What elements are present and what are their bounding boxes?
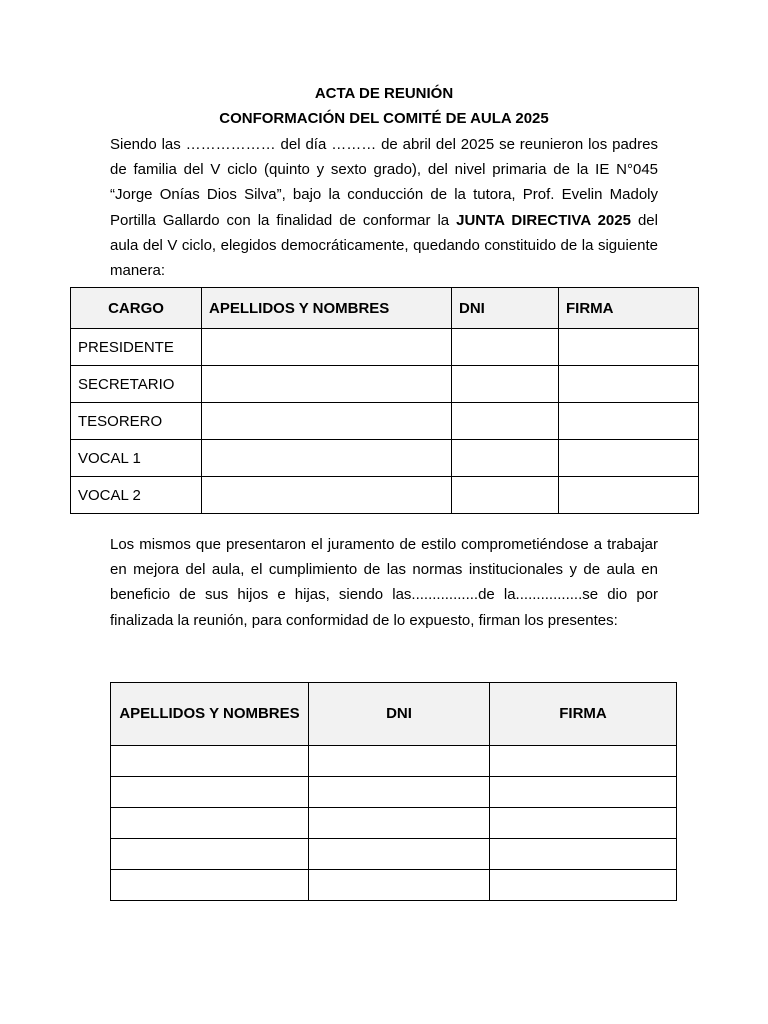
dni-field[interactable] — [452, 329, 559, 366]
table-row — [111, 746, 677, 777]
header-cargo: CARGO — [71, 288, 202, 329]
dni-field[interactable] — [452, 366, 559, 403]
page-title: ACTA DE REUNIÓN — [314, 85, 454, 102]
members-table-header-row — [71, 288, 699, 329]
signature-field[interactable] — [490, 839, 677, 870]
intro-text-end: del aula del V ciclo, elegidos democráticamente, quedando constituido de la siguiente manera: — [110, 211, 658, 280]
name-field[interactable] — [111, 839, 309, 870]
page-subtitle: CONFORMACIÓN DEL COMITÉ DE AULA 2025 — [219, 110, 549, 127]
header-firma: FIRMA — [559, 288, 699, 329]
name-field[interactable] — [202, 366, 452, 403]
signature-field[interactable] — [559, 440, 699, 477]
intro-paragraph — [110, 132, 658, 283]
dni-field[interactable] — [309, 870, 490, 901]
table-row — [71, 366, 699, 403]
dni-field[interactable] — [452, 440, 559, 477]
dni-field[interactable] — [309, 808, 490, 839]
header-apellidos-nombres: APELLIDOS Y NOMBRES — [111, 683, 309, 746]
dni-field[interactable] — [309, 777, 490, 808]
header-dni: DNI — [309, 683, 490, 746]
name-field[interactable] — [202, 403, 452, 440]
name-field[interactable] — [202, 329, 452, 366]
name-field[interactable] — [111, 777, 309, 808]
header-apellidos-nombres: APELLIDOS Y NOMBRES — [202, 288, 452, 329]
name-field[interactable] — [111, 870, 309, 901]
header-firma: FIRMA — [490, 683, 677, 746]
signature-field[interactable] — [559, 403, 699, 440]
name-field[interactable] — [202, 477, 452, 514]
signature-field[interactable] — [490, 808, 677, 839]
signature-field[interactable] — [490, 746, 677, 777]
header-dni: DNI — [452, 288, 559, 329]
cargo-cell: VOCAL 1 — [71, 440, 202, 477]
table-row — [111, 777, 677, 808]
intro-bold-text: JUNTA DIRECTIVA 2025 — [456, 211, 631, 229]
members-table — [70, 287, 699, 514]
table-row — [71, 329, 699, 366]
table-row — [111, 808, 677, 839]
table-row — [111, 839, 677, 870]
table-row — [71, 440, 699, 477]
name-field[interactable] — [111, 746, 309, 777]
signature-field[interactable] — [559, 329, 699, 366]
dni-field[interactable] — [452, 403, 559, 440]
signature-field[interactable] — [559, 477, 699, 514]
name-field[interactable] — [111, 808, 309, 839]
table-row — [71, 403, 699, 440]
signature-field[interactable] — [490, 870, 677, 901]
dni-field[interactable] — [452, 477, 559, 514]
signature-field[interactable] — [559, 366, 699, 403]
cargo-cell: SECRETARIO — [71, 366, 202, 403]
dni-field[interactable] — [309, 839, 490, 870]
signature-field[interactable] — [490, 777, 677, 808]
table-row — [71, 477, 699, 514]
cargo-cell: TESORERO — [71, 403, 202, 440]
signature-table — [110, 682, 677, 901]
closing-paragraph: Los mismos que presentaron el juramento de estilo comprometiéndose a trabajar en mejora del aula, el cumplimiento de las normas institucionales y de aula en beneficio de sus hijos e hijas, siendo las................de la................se dio por finalizada la reunión, para conformidad de lo expuesto, firman los presentes: — [110, 536, 658, 629]
name-field[interactable] — [202, 440, 452, 477]
cargo-cell: VOCAL 2 — [71, 477, 202, 514]
table-row — [111, 870, 677, 901]
signature-table-header-row — [111, 683, 677, 746]
cargo-cell: PRESIDENTE — [71, 329, 202, 366]
dni-field[interactable] — [309, 746, 490, 777]
intro-text-start: Siendo las ……………… del día ……… de abril del 2025 se reunieron los padres de familia del V ciclo (quinto y sexto grado), del nivel primaria de la IE N°045 “Jorge Onías Dios Silva”, bajo la conducción de la tutora, Prof. Evelin Madoly Portilla Gallardo con la finalidad de conformar la — [110, 136, 658, 229]
